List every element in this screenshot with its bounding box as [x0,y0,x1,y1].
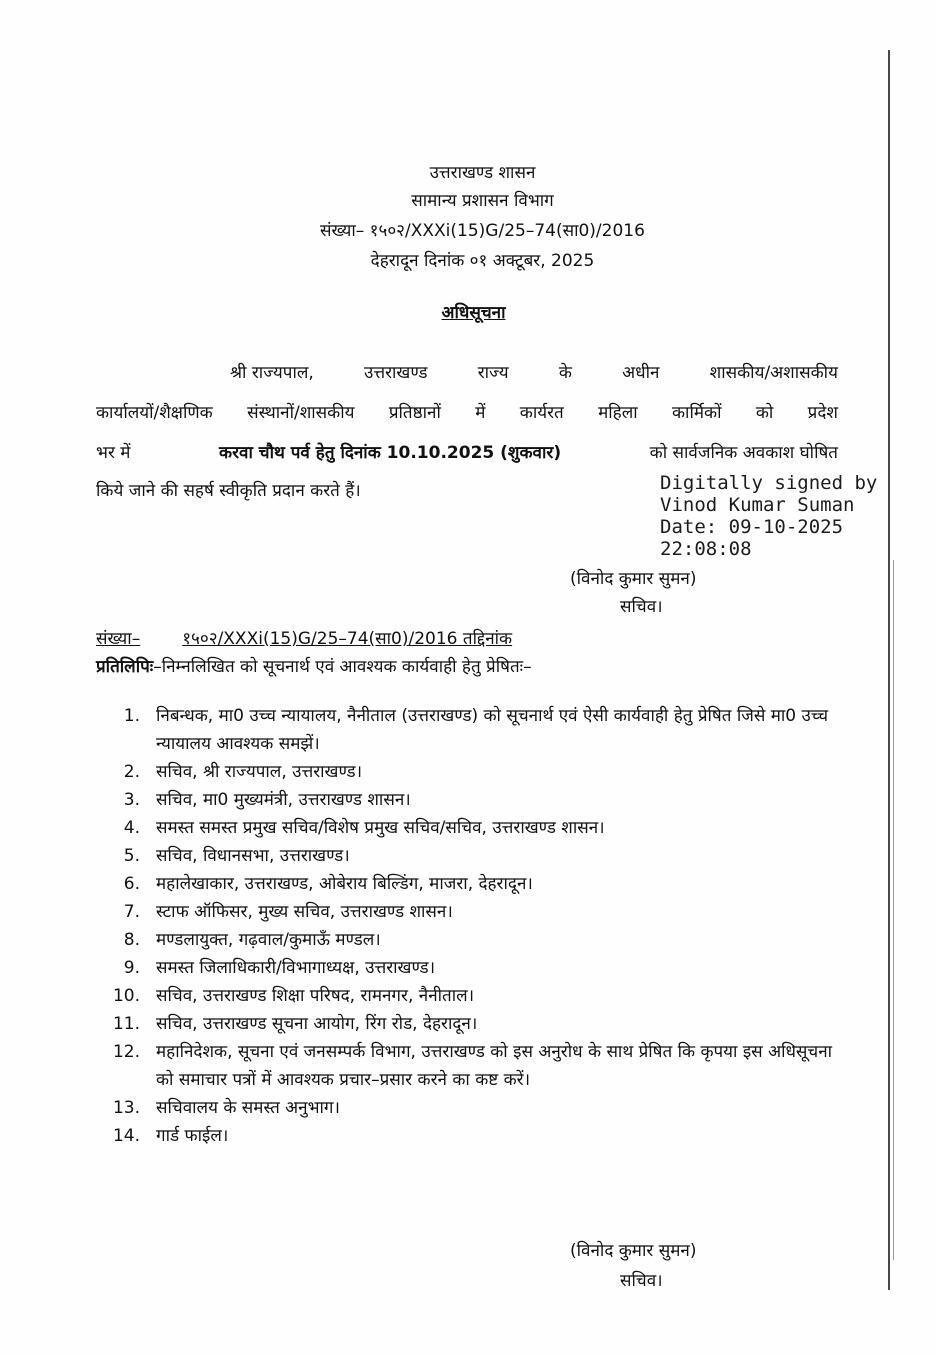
list-item-text: महालेखाकार, उत्तराखण्ड, ओबेराय बिल्डिंग, माजरा, देहरादून। [156,874,533,894]
list-item-text: सचिवालय के समस्त अनुभाग। [156,1098,340,1118]
notification-title: अधिसूचना [441,303,506,323]
notification-heading [0,300,937,323]
list-item [100,954,840,982]
list-item [100,982,840,1010]
list-item [100,1094,840,1122]
list-item-number: 6. [123,874,140,894]
body-line-3: भर में करवा चौथ पर्व हेतु दिनांक 10.10.2025 (शुकवार) को सार्वजनिक अवकाश घोषित [96,440,838,463]
list-item-text: महानिदेशक, सूचना एवं जनसम्पर्क विभाग, उत्तराखण्ड को इस अनुरोध के साथ प्रेषित कि कृपया इस अधिसूचना को समाचार पत्रों में आवश्यक प्रचार–प्रसार करने का कष्ट करें। [156,1042,833,1090]
list-item-number: 1. [123,706,140,726]
list-item-text: मण्डलायुक्त, गढ़वाल/कुमाऊँ मण्डल। [156,930,381,950]
list-item-number: 11. [112,1014,140,1034]
list-item-text: सचिव, उत्तराखण्ड शिक्षा परिषद, रामनगर, नैनीताल। [156,986,475,1006]
digital-signature-stamp: Digitally signed by Vinod Kumar Suman Date: 09-10-2025 22:08:08 [660,472,878,560]
list-item-number: 13. [112,1098,140,1118]
list-item-number: 7. [123,902,140,922]
list-item [100,814,840,842]
recipient-list [100,702,840,1150]
holiday-details: करवा चौथ पर्व हेतु दिनांक 10.10.2025 (शुकवार) [219,443,562,463]
scan-edge-line-secondary [893,560,894,1260]
list-item [100,870,840,898]
signatory-title: सचिव। [620,597,663,617]
list-item-number: 10. [112,986,140,1006]
list-item-number: 9. [123,958,140,978]
department-name: सामान्य प्रशासन विभाग [411,191,554,211]
body-line-1: श्री राज्यपाल, उत्तराखण्ड राज्य के अधीन शासकीय/अशासकीय [230,363,838,383]
list-item [100,1010,840,1038]
list-item-number: 5. [123,846,140,866]
list-item [100,1038,840,1094]
list-item-text: सचिव, श्री राज्यपाल, उत्तराखण्ड। [156,762,363,782]
list-item [100,702,840,758]
reference-number: संख्या– १५०२/XXXi(15)G/25–74(सा0)/2016 [320,221,645,241]
list-item-number: 8. [123,930,140,950]
list-item [100,1122,840,1150]
place-date: देहरादून दिनांक ०१ अक्टूबर, 2025 [370,251,595,271]
list-item-number: 3. [123,790,140,810]
body-line-2: कार्यालयों/शैक्षणिक संस्थानों/शासकीय प्रतिष्ठानों में कार्यरत महिला कार्मिकों को प्रदेश [96,403,838,423]
list-item-text: सचिव, मा0 मुख्यमंत्री, उत्तराखण्ड शासन। [156,790,411,810]
list-item-text: सचिव, विधानसभा, उत्तराखण्ड। [156,846,350,866]
list-item [100,898,840,926]
signatory-name-bottom: (विनोद कुमार सुमन) [570,1241,697,1261]
list-item [100,926,840,954]
list-item-text: गार्ड फाईल। [156,1126,229,1146]
list-item-number: 4. [123,818,140,838]
list-item [100,758,840,786]
list-item [100,786,840,814]
list-item-text: स्टाफ ऑफिसर, मुख्य सचिव, उत्तराखण्ड शासन। [156,902,453,922]
list-item-text: समस्त समस्त प्रमुख सचिव/विशेष प्रमुख सचिव/सचिव, उत्तराखण्ड शासन। [156,818,605,838]
list-item-number: 12. [112,1042,140,1062]
list-item-number: 2. [123,762,140,782]
list-item-number: 14. [112,1126,140,1146]
signatory-title-bottom: सचिव। [620,1271,663,1291]
signatory-name: (विनोद कुमार सुमन) [570,569,697,589]
copy-to-heading: प्रतिलिपिः–निम्नलिखित को सूचनार्थ एवं आवश्यक कार्यवाही हेतु प्रेषितः– [96,657,532,677]
list-item-text: सचिव, उत्तराखण्ड सूचना आयोग, रिंग रोड, देहरादून। [156,1014,478,1034]
government-name: उत्तराखण्ड शासन [429,163,536,183]
copy-reference-number: संख्या– १५०२/XXXi(15)G/25–74(सा0)/2016 तद्दिनांक [96,629,513,649]
list-item [100,842,840,870]
list-item-text: समस्त जिलाधिकारी/विभागाध्यक्ष, उत्तराखण्ड। [156,958,436,978]
body-line-4: किये जाने की सहर्ष स्वीकृति प्रदान करते हैं। [96,481,361,501]
list-item-text: निबन्धक, मा0 उच्च न्यायालय, नैनीताल (उत्तराखण्ड) को सूचनार्थ एवं ऐसी कार्यवाही हेतु प्रेषित जिसे मा0 उच्च न्यायालय आवश्यक समझें। [156,706,829,754]
